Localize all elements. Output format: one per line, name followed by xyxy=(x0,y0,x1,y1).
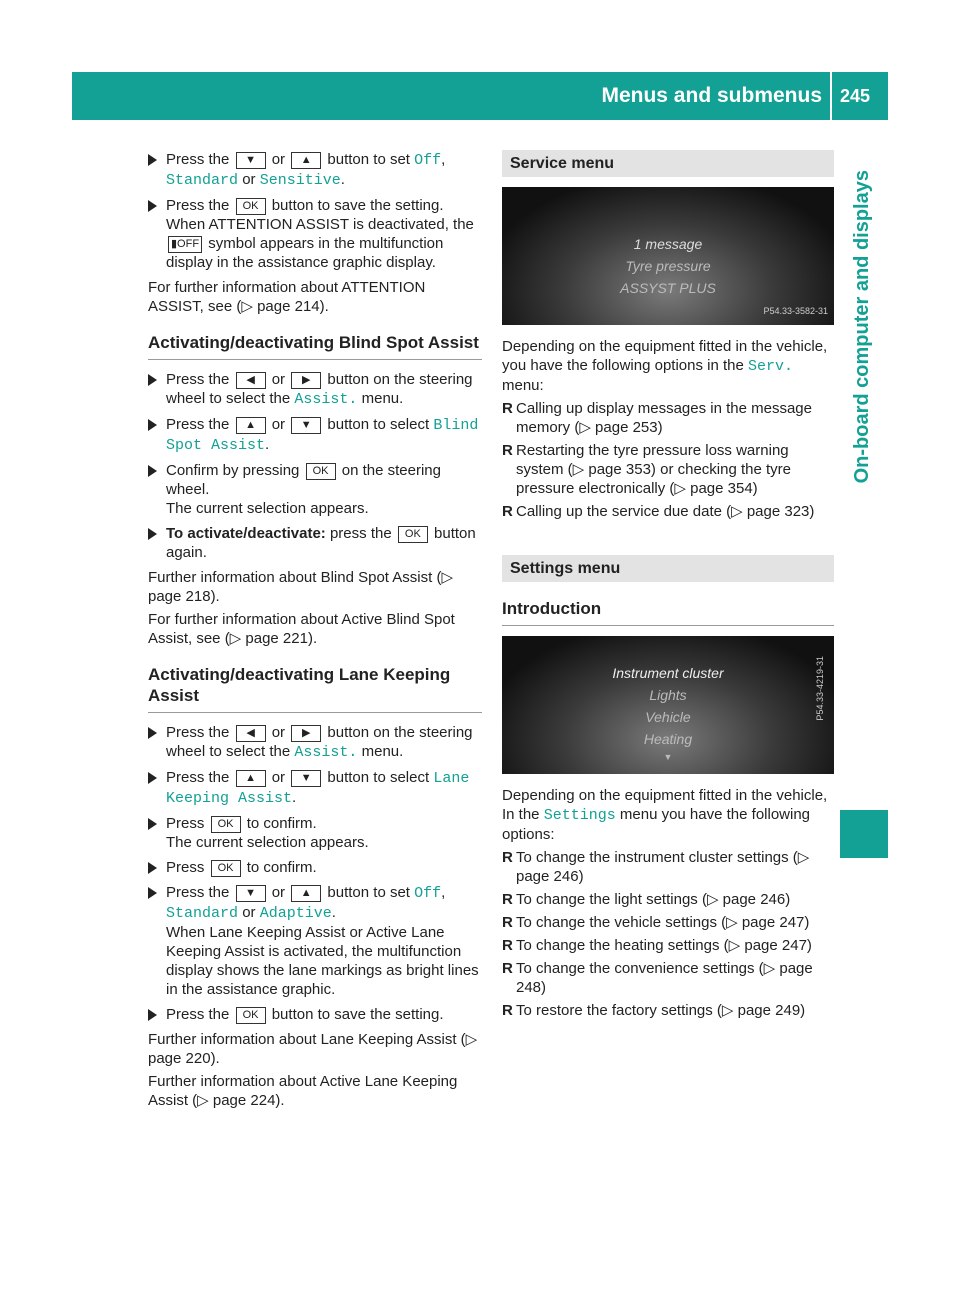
step: Press OK to confirm. xyxy=(148,858,482,877)
up-key-icon: ▲ xyxy=(236,770,266,787)
step: Press the ▼ or ▲ button to set Off, Standard or Sensitive. xyxy=(148,150,482,190)
ok-key-icon: OK xyxy=(236,1007,266,1024)
attention-assist-off-icon: ▮OFF xyxy=(168,236,202,253)
up-key-icon: ▲ xyxy=(291,885,321,902)
list-item: R To change the instrument cluster settings (▷ page 246) xyxy=(502,849,810,885)
ok-key-icon: OK xyxy=(398,526,428,543)
paragraph: For further information about ATTENTION ASSIST, see (▷ page 214). xyxy=(148,279,426,315)
step-arrow-icon xyxy=(148,887,157,899)
display-menu-item: Instrument cluster xyxy=(612,665,724,681)
down-key-icon: ▼ xyxy=(236,885,266,902)
list-item: R To change the vehicle settings (▷ page 247) xyxy=(502,914,810,931)
option-off: Off xyxy=(414,885,442,902)
step: Press the ▲ or ▼ button to select Lane Keeping Assist. xyxy=(148,768,482,808)
ok-key-icon: OK xyxy=(306,463,336,480)
down-key-icon: ▼ xyxy=(236,152,266,169)
ok-key-icon: OK xyxy=(236,198,266,215)
up-key-icon: ▲ xyxy=(236,417,266,434)
left-key-icon: ◀ xyxy=(236,372,266,389)
down-key-icon: ▼ xyxy=(291,770,321,787)
list-item: R To change the heating settings (▷ page 247) xyxy=(502,937,812,954)
step: Press the ▲ or ▼ button to select Blind Spot Assist. xyxy=(148,415,482,455)
menu-assist: Assist. xyxy=(294,391,358,408)
image-code: P54.33-3582-31 xyxy=(763,306,828,316)
paragraph: Depending on the equipment fitted in the vehicle, In the Settings menu you have the following options: xyxy=(502,787,828,843)
step: Press the OK button to save the setting. xyxy=(148,1005,482,1024)
paragraph: Depending on the equipment fitted in the vehicle, you have the following options in the Serv. menu: xyxy=(502,338,828,394)
step-arrow-icon xyxy=(148,374,157,386)
option-blind-spot-assist: Blind Spot Assist xyxy=(166,417,479,454)
step-arrow-icon xyxy=(148,419,157,431)
display-menu-item: 1 message xyxy=(633,236,703,252)
option-sensitive: Sensitive xyxy=(259,172,341,189)
paragraph: Further information about Lane Keeping Assist (▷ page 220). xyxy=(148,1031,478,1067)
step-arrow-icon xyxy=(148,1009,157,1021)
step-arrow-icon xyxy=(148,154,157,166)
step: Press the ◀ or ▶ button on the steering wheel to select the Assist. menu. xyxy=(148,370,482,409)
step: To activate/deactivate: press the OK button again. xyxy=(148,524,482,562)
list-item: R To change the convenience settings (▷ page 248) xyxy=(502,960,813,996)
ok-key-icon: OK xyxy=(211,816,241,833)
right-key-icon: ▶ xyxy=(291,725,321,742)
paragraph: Further information about Blind Spot Assist (▷ page 218). xyxy=(148,569,454,605)
menu-assist: Assist. xyxy=(294,744,358,761)
paragraph: For further information about Active Blind Spot Assist, see (▷ page 221). xyxy=(148,611,455,647)
step-arrow-icon xyxy=(148,465,157,477)
menu-serv: Serv. xyxy=(748,358,794,375)
menu-settings: Settings xyxy=(543,807,616,824)
section-heading: Activating/deactivating Blind Spot Assist xyxy=(148,332,482,360)
header-separator xyxy=(830,72,832,120)
section-heading: Introduction xyxy=(502,598,834,626)
header-title: Menus and submenus xyxy=(601,84,822,107)
display-menu-item: Lights xyxy=(649,687,687,703)
right-column xyxy=(502,150,834,1024)
left-column xyxy=(148,150,482,1114)
settings-menu-heading: Settings menu xyxy=(502,555,834,582)
service-menu-display-image xyxy=(502,187,834,325)
up-key-icon: ▲ xyxy=(291,152,321,169)
step: Confirm by pressing OK on the steering wheel. The current selection appears. xyxy=(148,461,482,518)
list-item: R Calling up the service due date (▷ page 323) xyxy=(502,503,815,520)
option-off: Off xyxy=(414,152,442,169)
side-tab-marker xyxy=(840,810,888,858)
step-arrow-icon xyxy=(148,818,157,830)
display-menu-item: Tyre pressure xyxy=(625,258,711,274)
step: Press the ▼ or ▲ button to set Off, Standard or Adaptive. When Lane Keeping Assist or Active Lane Keeping Assist is activated, the multifunction display shows the lane markings as bright lines in the assistance graphic. xyxy=(148,883,482,999)
paragraph: Further information about Active Lane Keeping Assist (▷ page 224). xyxy=(148,1073,458,1109)
step-arrow-icon xyxy=(148,862,157,874)
option-standard: Standard xyxy=(166,905,239,922)
step-arrow-icon xyxy=(148,528,157,540)
service-menu-heading: Service menu xyxy=(502,150,834,177)
ok-key-icon: OK xyxy=(211,860,241,877)
step: Press the OK button to save the setting. When ATTENTION ASSIST is deactivated, the ▮OFF symbol appears in the multifunction display in the assistance graphic display. xyxy=(148,196,482,272)
page-number: 245 xyxy=(839,86,870,106)
settings-menu-display-image xyxy=(502,636,834,774)
step: Press OK to confirm. The current selection appears. xyxy=(148,814,482,852)
right-key-icon: ▶ xyxy=(291,372,321,389)
list-item: R To restore the factory settings (▷ page 249) xyxy=(502,1002,806,1019)
display-menu-item: Vehicle xyxy=(645,709,691,725)
list-item: R Calling up display messages in the message memory (▷ page 253) xyxy=(502,400,812,436)
side-tab-label: On-board computer and displays xyxy=(851,170,873,484)
section-heading: Activating/deactivating Lane Keeping Assist xyxy=(148,664,482,713)
step: Press the ◀ or ▶ button on the steering wheel to select the Assist. menu. xyxy=(148,723,482,762)
list-item: R Restarting the tyre pressure loss warning system (▷ page 353) or checking the tyre pressure electronically (▷ page 354) xyxy=(502,442,791,497)
option-adaptive: Adaptive xyxy=(259,905,332,922)
image-code: P54.33-4219-31 xyxy=(815,656,825,721)
list-item: R To change the light settings (▷ page 246) xyxy=(502,891,791,908)
option-lane-keeping-assist: Lane Keeping Assist xyxy=(166,770,470,807)
left-key-icon: ◀ xyxy=(236,725,266,742)
option-standard: Standard xyxy=(166,172,239,189)
step-arrow-icon xyxy=(148,727,157,739)
step-arrow-icon xyxy=(148,200,157,212)
scroll-down-icon: ▼ xyxy=(663,752,673,762)
step-arrow-icon xyxy=(148,772,157,784)
down-key-icon: ▼ xyxy=(291,417,321,434)
page-header xyxy=(72,72,888,120)
display-menu-item: Heating xyxy=(643,731,693,747)
display-menu-item: ASSYST PLUS xyxy=(620,280,716,296)
